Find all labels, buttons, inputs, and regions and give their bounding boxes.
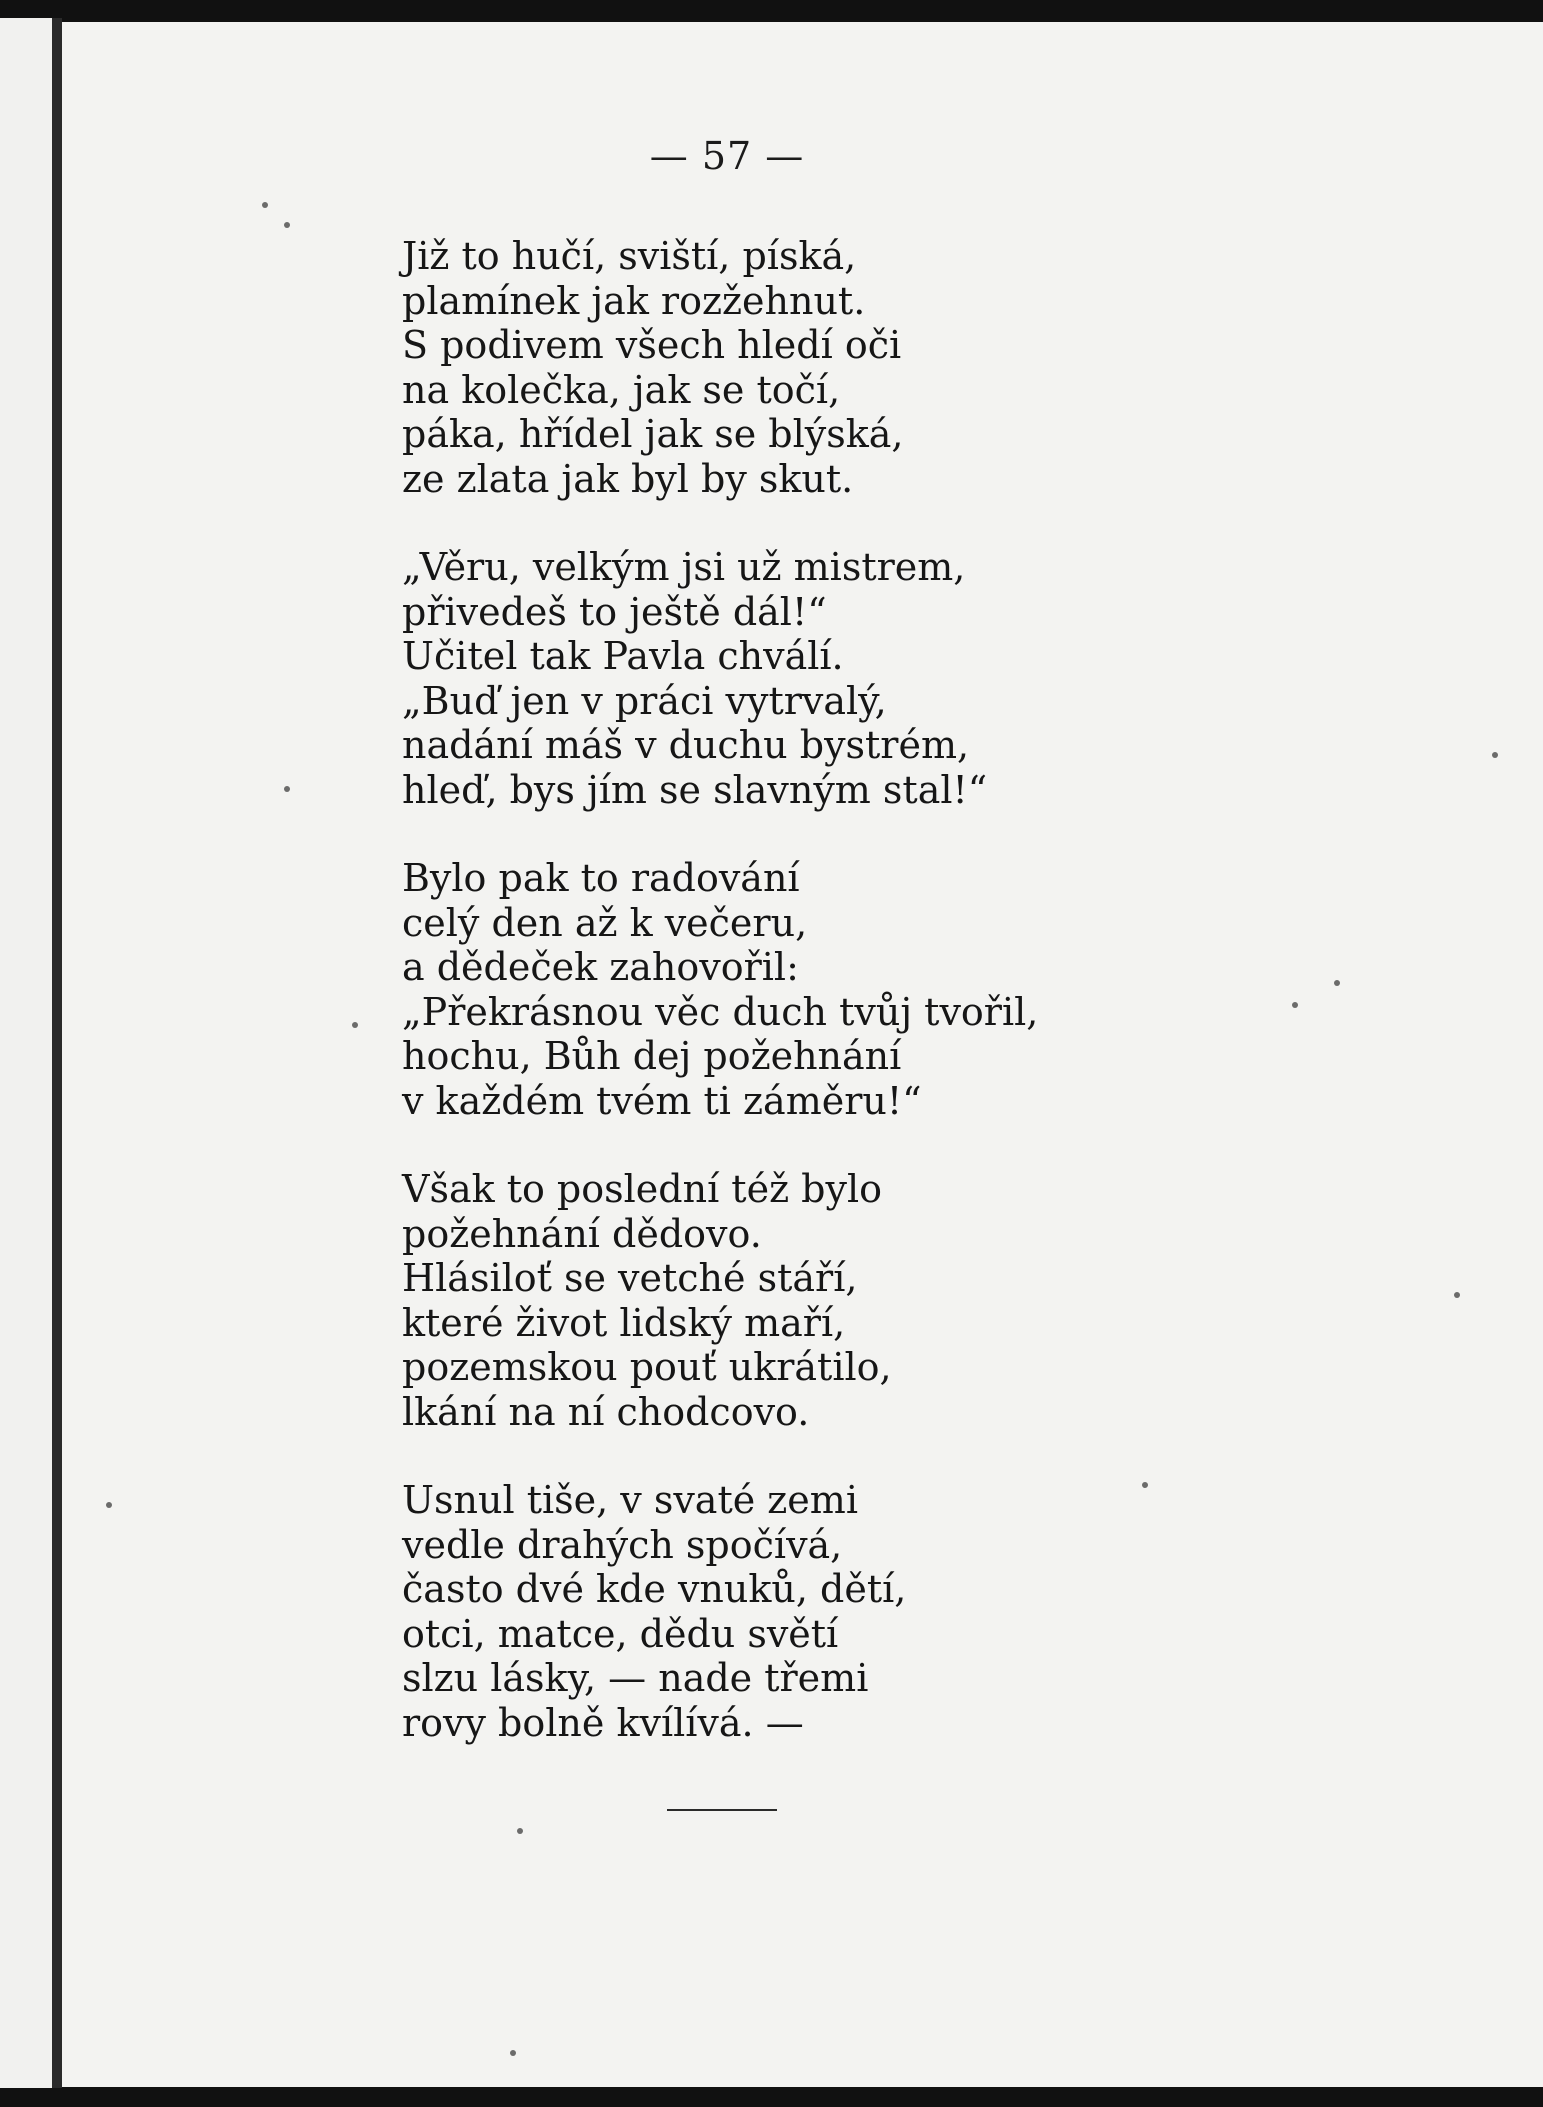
- verse-line: Učitel tak Pavla chválí.: [402, 634, 844, 678]
- paper-speck: [517, 1828, 523, 1834]
- facing-page-edge: [0, 18, 52, 2088]
- verse-line: a dědeček zahovořil:: [402, 945, 799, 989]
- verse-line: které život lidský maří,: [402, 1300, 846, 1345]
- verse-line: Usnul tiše, v svaté zemi: [402, 1478, 858, 1522]
- verse-line: páka, hřídel jak se blýská,: [402, 412, 904, 456]
- verse-line: na kolečka, jak se točí,: [402, 367, 841, 412]
- paper-speck: [1492, 752, 1498, 758]
- verse-line: přivedeš to ještě dál!“: [402, 589, 827, 634]
- paper-speck: [1292, 1002, 1298, 1008]
- verse-line: hleď, bys jím se slavným stal!“: [402, 767, 988, 812]
- verse-line: Již to hučí, sviští, píská,: [402, 234, 857, 278]
- verse-line: hochu, Bůh dej požehnání: [402, 1034, 902, 1078]
- paper-speck: [1142, 1482, 1148, 1488]
- stanza: [402, 1478, 1402, 1745]
- verse-line: S podivem všech hledí oči: [402, 323, 902, 367]
- verse-line: Hlásiloť se vetché stáří,: [402, 1256, 858, 1300]
- verse-line: vedle drahých spočívá,: [402, 1522, 843, 1567]
- paper-speck: [262, 202, 268, 208]
- stanza: [402, 545, 1402, 812]
- page-number: — 57 —: [649, 134, 805, 178]
- verse-line: celý den až k večeru,: [402, 900, 808, 945]
- verse-line: požehnání dědovo.: [402, 1211, 762, 1256]
- verse-line: Bylo pak to radování: [402, 856, 800, 900]
- verse-line: rovy bolně kvílívá. —: [402, 1700, 804, 1745]
- verse-line: otci, matce, dědu světí: [402, 1611, 839, 1656]
- verse-line: pozemskou pouť ukrátilo,: [402, 1345, 892, 1389]
- paper-speck: [510, 2050, 516, 2056]
- book-page: [62, 22, 1543, 2087]
- verse-line: v každém tvém ti záměru!“: [402, 1078, 922, 1123]
- verse-line: slzu lásky, — nade třemi: [402, 1656, 869, 1700]
- verse-line: Však to poslední též bylo: [402, 1167, 882, 1211]
- end-rule: [667, 1809, 777, 1811]
- paper-speck: [284, 222, 290, 228]
- paper-speck: [284, 786, 290, 792]
- verse-line: lkání na ní chodcovo.: [402, 1389, 810, 1434]
- verse-line: „Buď jen v práci vytrvalý,: [402, 678, 887, 723]
- stanza: [402, 1167, 1402, 1434]
- verse-line: nadání máš v duchu bystrém,: [402, 723, 970, 767]
- paper-speck: [352, 1022, 358, 1028]
- verse-line: „Věru, velkým jsi už mistrem,: [402, 545, 966, 589]
- verse-line: ze zlata jak byl by skut.: [402, 456, 854, 501]
- paper-speck: [1334, 980, 1340, 986]
- verse-line: často dvé kde vnuků, dětí,: [402, 1567, 907, 1611]
- paper-speck: [106, 1502, 112, 1508]
- binding-gutter: [52, 18, 62, 2088]
- stanza: [402, 856, 1402, 1123]
- verse-line: „Překrásnou věc duch tvůj tvořil,: [402, 989, 1039, 1034]
- paper-speck: [1454, 1292, 1460, 1298]
- stanza: [402, 234, 1402, 501]
- verse-line: plamínek jak rozžehnut.: [402, 278, 866, 323]
- poem-body: [402, 234, 1402, 1789]
